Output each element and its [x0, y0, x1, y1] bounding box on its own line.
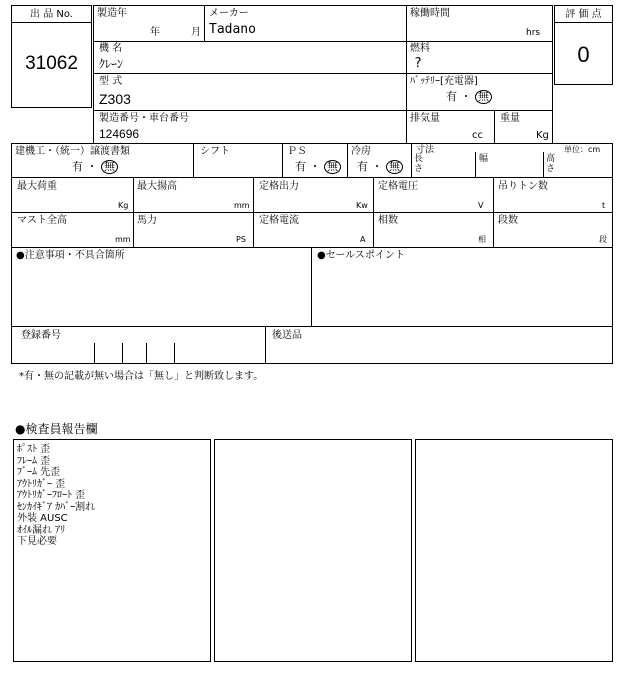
- max-lift-unit: mm: [234, 201, 250, 210]
- rating-box: [554, 5, 613, 85]
- specs-grid: [11, 143, 613, 248]
- weight-unit: Kg: [536, 130, 549, 141]
- item-no-label: 出 品 No.: [30, 9, 73, 20]
- month-unit: 月: [191, 27, 201, 38]
- report-line: ﾎﾟｽﾄ 歪: [17, 444, 51, 455]
- report-line: ｱｳﾄﾘｶﾞｰ 歪: [17, 478, 66, 490]
- report-line: 外装 AUSC: [17, 513, 68, 524]
- ps-yes: 有: [295, 160, 306, 173]
- ps-yes-no: [295, 160, 341, 174]
- fuel-label: 燃料: [410, 43, 430, 54]
- rating-value: 0: [577, 42, 590, 67]
- shipping-label: 後送品: [272, 330, 302, 341]
- mast-height-label: マスト全高: [17, 215, 67, 226]
- report-line: ｵｲﾙ漏れ ｱﾘ: [17, 524, 66, 536]
- inspector-report-box-2: [214, 439, 412, 662]
- width-label: 幅: [479, 154, 489, 164]
- notes-grid: [11, 247, 613, 364]
- max-load-unit: Kg: [118, 201, 129, 210]
- transfer-yes: 有: [72, 160, 83, 173]
- registration-label: 登録番号: [21, 330, 61, 341]
- footnote: *有・無の記載が無い場合は「無し」と判断致します。: [19, 371, 264, 382]
- steps-unit: 段: [599, 235, 607, 244]
- report-line: ﾌﾚｰﾑ 歪: [17, 455, 51, 467]
- maker-label: メーカー: [209, 8, 249, 19]
- rated-output-unit: Kw: [356, 201, 368, 210]
- report-line: ﾌﾞｰﾑ 先歪: [17, 467, 61, 478]
- rated-current-label: 定格電流: [259, 215, 299, 226]
- rated-output-label: 定格出力: [259, 181, 299, 192]
- rated-voltage-label: 定格電圧: [378, 181, 418, 192]
- cooler-dot: ・: [371, 160, 383, 173]
- report-line: 下見必要: [17, 536, 57, 547]
- battery-label: ﾊﾞｯﾃﾘｰ[充電器]: [410, 76, 478, 87]
- rating-label: 評 価 点: [565, 9, 602, 20]
- type-label: 型 式: [99, 76, 123, 87]
- mast-height-unit: mm: [115, 235, 131, 244]
- caution-label: ●注意事項・不具合箇所: [16, 250, 125, 261]
- item-no-box: [11, 5, 92, 108]
- inspector-report-box-1: [13, 439, 211, 662]
- max-load-label: 最大荷重: [17, 181, 57, 192]
- model-name-label: 機 名: [99, 43, 123, 54]
- height-label: 高 さ: [546, 154, 556, 174]
- dims-label: 寸法: [416, 145, 435, 155]
- weight-label: 重量: [500, 113, 520, 124]
- hours-label: 稼働時間: [410, 8, 450, 19]
- battery-yes: 有: [446, 90, 457, 103]
- inspector-report-box-3: [415, 439, 613, 662]
- serial-label: 製造番号・車台番号: [99, 113, 189, 124]
- dims-unit: 単位：cm: [564, 145, 601, 154]
- inspector-report-text: [14, 440, 210, 548]
- rated-current-unit: A: [360, 235, 366, 244]
- transfer-doc-yes-no: [72, 160, 118, 174]
- item-no-value: 31062: [25, 53, 78, 74]
- header-grid: [93, 5, 553, 144]
- battery-dot: ・: [460, 90, 472, 103]
- displacement-label: 排気量: [410, 113, 440, 124]
- ps-no-circled: 無: [324, 160, 341, 174]
- cooler-yes-no: [357, 160, 403, 174]
- battery-yes-no: [446, 90, 492, 104]
- hours-unit: hrs: [526, 28, 541, 38]
- length-label: 長 さ: [414, 154, 424, 174]
- mfg-year-label: 製造年: [97, 8, 127, 19]
- type-value: Z303: [99, 91, 131, 107]
- max-lift-label: 最大揚高: [137, 181, 177, 192]
- sales-label: ●セールスポイント: [317, 250, 405, 261]
- year-unit: 年: [150, 27, 160, 38]
- steps-label: 段数: [498, 215, 518, 226]
- cooler-no-circled: 無: [386, 160, 403, 174]
- ps-label: ＰＳ: [287, 146, 307, 157]
- phases-label: 相数: [378, 215, 398, 226]
- horsepower-unit: PS: [236, 235, 246, 244]
- rated-voltage-unit: V: [478, 201, 484, 210]
- inspector-title: ●検査員報告欄: [15, 422, 98, 436]
- transfer-doc-label: 建機工・（統一）譲渡書類: [15, 146, 130, 157]
- transfer-dot: ・: [86, 160, 98, 173]
- phases-unit: 相: [478, 235, 486, 244]
- maker-value: Tadano: [209, 22, 256, 37]
- displacement-unit: cc: [472, 130, 483, 141]
- fuel-value: ?: [414, 56, 422, 71]
- report-line: ｾﾝｶｲｷﾞｱ ｶﾊﾞｰ割れ: [17, 501, 96, 513]
- hoist-tons-unit: t: [602, 201, 606, 210]
- hoist-tons-label: 吊りトン数: [498, 181, 548, 192]
- battery-no-circled: 無: [475, 90, 492, 104]
- report-line: ｱｳﾄﾘｶﾞｰﾌﾛｰﾄ 歪: [17, 490, 86, 501]
- cooler-label: 冷房: [351, 146, 371, 157]
- transfer-no-circled: 無: [101, 160, 118, 174]
- shift-label: シフト: [200, 146, 230, 157]
- cooler-yes: 有: [357, 160, 368, 173]
- model-name-value: ｸﾚｰﾝ: [99, 57, 124, 71]
- ps-dot: ・: [309, 160, 321, 173]
- serial-value: 124696: [99, 127, 140, 141]
- horsepower-label: 馬力: [137, 215, 157, 226]
